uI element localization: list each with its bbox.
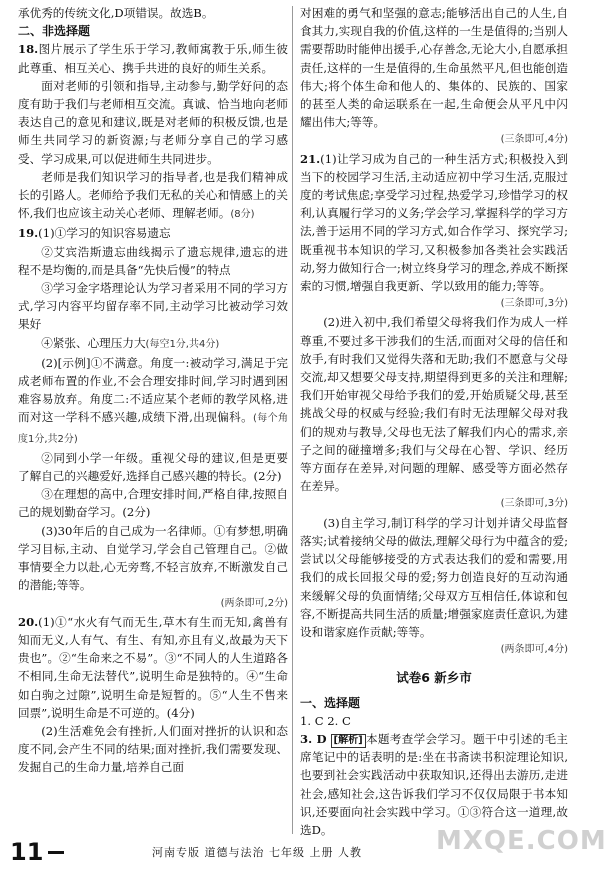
section-heading: 一、选择题	[300, 695, 361, 710]
score-note: (8分)	[230, 209, 255, 221]
column-divider	[292, 6, 293, 834]
footer-rule	[48, 851, 64, 854]
right-column	[300, 4, 568, 839]
answer-text: 图片展示了学生乐于学习,教师寓教于乐,师生彼此尊重、相互关心、携手共进的良好的师生关系。	[18, 42, 288, 75]
question-number: 21.	[300, 151, 321, 166]
question-number: 18.	[18, 42, 39, 57]
score-note: (三条即可,3分)	[500, 298, 568, 310]
choice-answers: 1. C 2. C	[300, 713, 351, 728]
left-column	[18, 4, 288, 777]
answer-paragraph: ④紧张、心理压力大	[41, 335, 146, 350]
exam-title: 试卷6 新乡市	[396, 670, 472, 686]
answer-text: (1)①学习的知识容易遗忘	[38, 226, 171, 241]
question-21	[300, 150, 568, 660]
answer-paragraph: ③在理想的高中,合理安排时间,严格自律,按照自己的规划勤奋学习。(2分)	[18, 487, 288, 520]
answer-paragraph: ②同到小学一年级。重视父母的建议,但是更要了解自己的兴趣爱好,选择自己感兴趣的特长。(2分)	[18, 450, 288, 484]
question-19	[18, 224, 288, 612]
answer-paragraph: (2)生活难免会有挫折,人们面对挫折的认识和态度不同,会产生不同的结果;面对挫折,我们需要发现、发掘自己的生命力量,培养自己面	[18, 723, 288, 775]
answer-text: (1)①“水火有气而无生,草木有生而无知,禽兽有知而无义,人有气、有生、有知,亦且有义,故最为天下贵也”。②“生命来之不易”。③“不同人的人生道路各不相同,生命无法替代”,说明生命是独特的。④“生命如白驹之过隙”,说明生命是短暂的。⑤“人生不售来回票”,说明生命是不可逆的。(4分)	[18, 614, 288, 720]
question-number: 20.	[18, 614, 39, 629]
answer-paragraph: (3)30年后的自己成为一名律师。①有梦想,明确学习目标,主动、自觉学习,学会自己管理自己。②做事情要全力以赴,心无旁骛,不轻言放弃,不断激发自己的潜能;等等。	[18, 523, 288, 593]
answer-paragraph: ③学习金字塔理论认为学习者采用不同的学习方式,学习内容平均留存率不同,主动学习比被动学习效果好	[18, 281, 288, 332]
score-note: (三条即可,3分)	[500, 498, 568, 510]
section-heading: 二、非选择题	[18, 24, 91, 39]
watermark: MXQE.COM	[436, 826, 607, 856]
score-note: (每个角度1分,共2分)	[18, 413, 289, 445]
answer-paragraph: (2)进入初中,我们希望父母将我们作为成人一样尊重,不要过多干涉我们的生活,而面对父母的信任和放手,有时我们又觉得失落和无助;我们不愿意与父母交流,却又想要父母支持,期望得到更多的关注和理解;我们开始审视父母给予我们的爱,开始质疑父母,甚至挑战父母的权威与经验;我们有时无法理解父母对我们的规劝与教导,父母也无法了解我们内心的需求,亲子之间的碰撞增多;我们与父母在心智、学识、经历等方面存在差异,对问题的理解、感受等方面必然存在差异。	[300, 315, 568, 494]
score-note: (每空1分,共4分)	[145, 338, 220, 350]
answer-paragraph: (3)自主学习,制订科学的学习计划并请父母监督落实;试着接纳父母的做法,理解父母行为中蕴含的爱;尝试以父母能够接受的方式表达我们的爱和需要,用我们的成长回报父母的爱;努力创造良好的互动沟通来缓解父母的负面情绪;父母双方互相信任,体谅和包容,不断提高共同生活的质量;增强家庭责任意识,为建设和谐家庭作贡献;等等。	[300, 515, 568, 639]
page-footer	[0, 838, 576, 872]
score-note: (两条即可,4分)	[500, 644, 568, 656]
question-number: 19.	[18, 226, 39, 241]
analysis-tag: [解析]	[331, 734, 366, 748]
answer-paragraph: (2)[示例]①不满意。角度一:被动学习,满足于完成老师布置的作业,不会合理安排时间,学习时遇到困难容易放弃。角度二:不适应某个老师的教学风格,进而对这一学科不感兴趣,成绩下滑,出现偏科。	[18, 355, 288, 425]
question-number: 3. D	[300, 731, 327, 746]
answer-text: 本题考查学会学习。题干中引述的毛主席笔记中的话表明的是:坐在书斋读书积淀理论知识,也要到社会实践活动中获取知识,还得出去游历,走进社会,感知社会,这告诉我们学习不仅仅局限于书本知识,还要面向社会实践中学习。①③符合这一道理,故选D。	[300, 731, 568, 837]
prev-answer-tail: 承优秀的传统文化,D项错误。故选B。	[18, 6, 214, 20]
answer-text: (1)让学习成为自己的一种生活方式;积极投入到当下的校园学习生活,主动适应初中学习生活,克服过度的考试焦虑;享受学习过程,热爱学习,珍惜学习的权利,认真履行学习的义务;学会学习,掌握科学的学习方法,善于运用不同的学习方式,如合作学习、探究学习;既重视书本知识的学习,又积极参加各类社会实践活动,努力做知行合一;树立终身学习的理念,养成不断探索的习惯,增强自我更新、学以致用的能力;等等。	[300, 151, 568, 294]
question-18	[18, 40, 288, 224]
answer-continuation: 对困难的勇气和坚强的意志;能够活出自己的人生,自食其力,实现自我的价值,这样的一生是值得的;当别人需要帮助时能伸出援手,心存善念,无论大小,自愿承担责任,这样的一生是值得的,生命虽然平凡,但也能创造伟大;将个体生命和他人的、集体的、民族的、国家的甚至人类的命运联系在一起,生命便会从平凡中闪耀出伟大;等等。	[300, 6, 568, 130]
answer-paragraph: 老师是我们知识学习的指导者,也是我们精神成长的引路人。老师给予我们无私的关心和情感上的关怀,我们也应该主动关心老师、理解老师。	[18, 169, 288, 221]
question-20	[18, 613, 288, 777]
score-note: (两条即可,2分)	[220, 597, 288, 609]
score-note: (三条即可,4分)	[500, 134, 568, 146]
answer-paragraph: ②艾宾浩斯遗忘曲线揭示了遗忘规律,遗忘的进程不是均衡的,而是具备“先快后慢”的特点	[18, 244, 288, 277]
answer-paragraph: 面对老师的引领和指导,主动参与,勤学好问的态度有助于我们与老师相互交流。真诚、恰当地向老师表达自己的意见和建议,既是对老师的积极反馈,也是师生共同学习的新资源;与老师分享自己的学习感受、学习成果,可以促进师生共同进步。	[18, 78, 288, 166]
footer-text: 河南专版 道德与法治 七年级 上册 人教	[152, 846, 362, 859]
page-number: 11	[10, 838, 44, 866]
